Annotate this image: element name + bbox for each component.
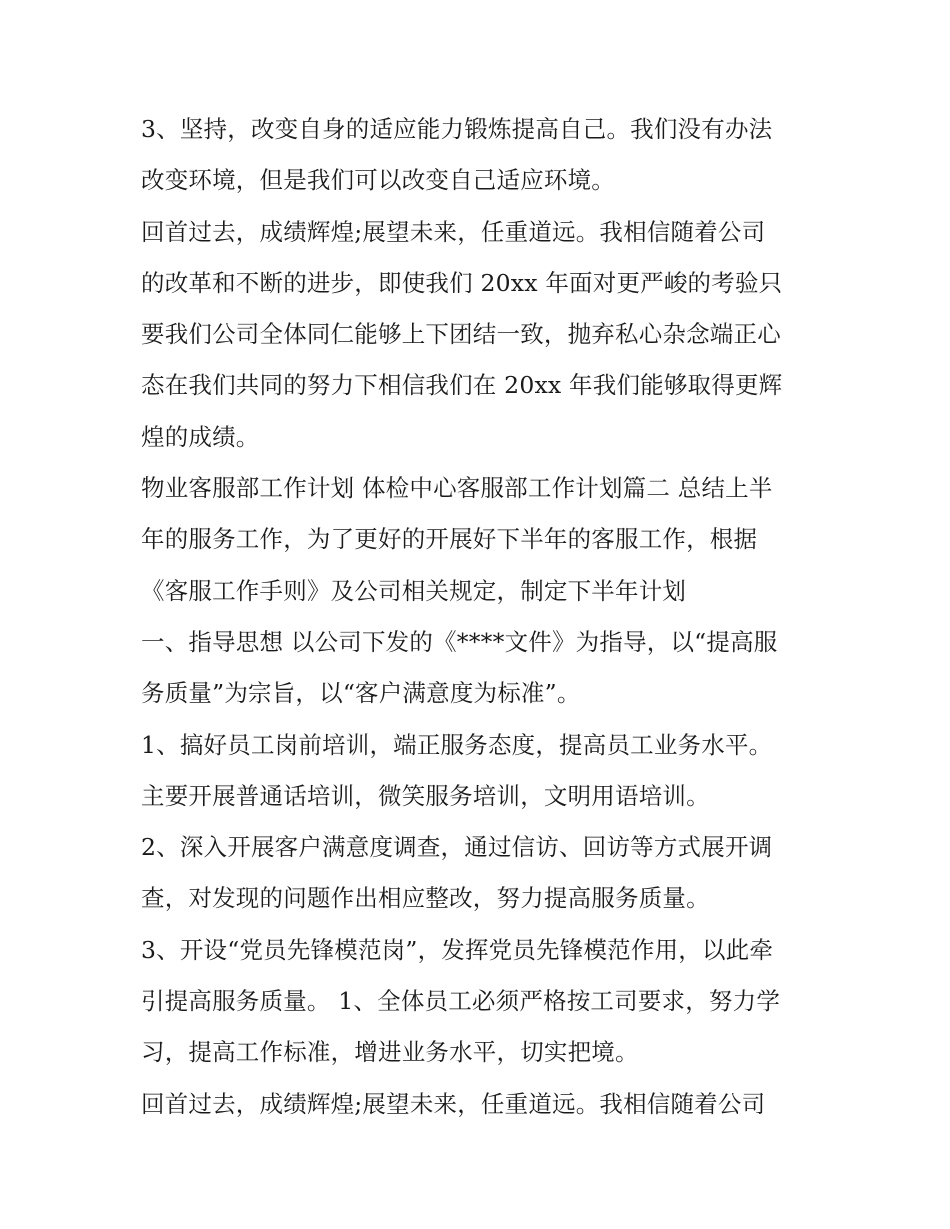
text-line: 改变环境，但是我们可以改变自己适应环境。 [141,166,615,195]
text-line: 要我们公司全体同仁能够上下团结一致，抛弃私心杂念端正心 [141,320,781,349]
text-line: 回首过去，成绩辉煌;展望未来，任重道远。我相信随着公司 [141,217,766,246]
text-line: 主要开展普通话培训，微笑服务培训，文明用语培训。 [141,781,710,810]
text-line: 务质量”为宗旨，以“客户满意度为标准”。 [141,679,581,708]
text-line: 1、搞好员工岗前培训，端正服务态度，提高员工业务水平。 [141,730,773,759]
text-line: 年的服务工作，为了更好的开展好下半年的客服工作，根据 [141,525,758,554]
document-body [141,104,821,1130]
text-line: 习，提高工作标准，增进业务水平，切实把境。 [141,1038,639,1067]
text-line: 态在我们共同的努力下相信我们在 20xx 年我们能够取得更辉 [141,371,783,400]
text-line: 引提高服务质量。 1、全体员工必须严格按工司要求，努力学 [141,987,781,1016]
text-line: 3、开设“党员先锋模范岗”，发挥党员先锋模范作用，以此牵 [141,935,774,964]
text-line: 一、指导思想 以公司下发的《****文件》为指导，以“提高服 [141,627,778,656]
text-line: 查，对发现的问题作出相应整改，努力提高服务质量。 [141,884,710,913]
text-line: 回首过去，成绩辉煌;展望未来，任重道远。我相信随着公司 [141,1089,766,1118]
text-line: 《客服工作手则》及公司相关规定，制定下半年计划 [141,576,687,605]
text-line: 的改革和不断的进步，即使我们 20xx 年面对更严峻的考验只 [141,268,783,297]
text-line: 3、坚持，改变自身的适应能力锻炼提高自己。我们没有办法 [141,115,773,143]
text-line: 煌的成绩。 [141,422,260,451]
text-line: 2、深入开展客户满意度调查，通过信访、回访等方式展开调 [141,833,773,862]
text-line: 物业客服部工作计划 体检中心客服部工作计划篇二 总结上半 [141,474,773,503]
